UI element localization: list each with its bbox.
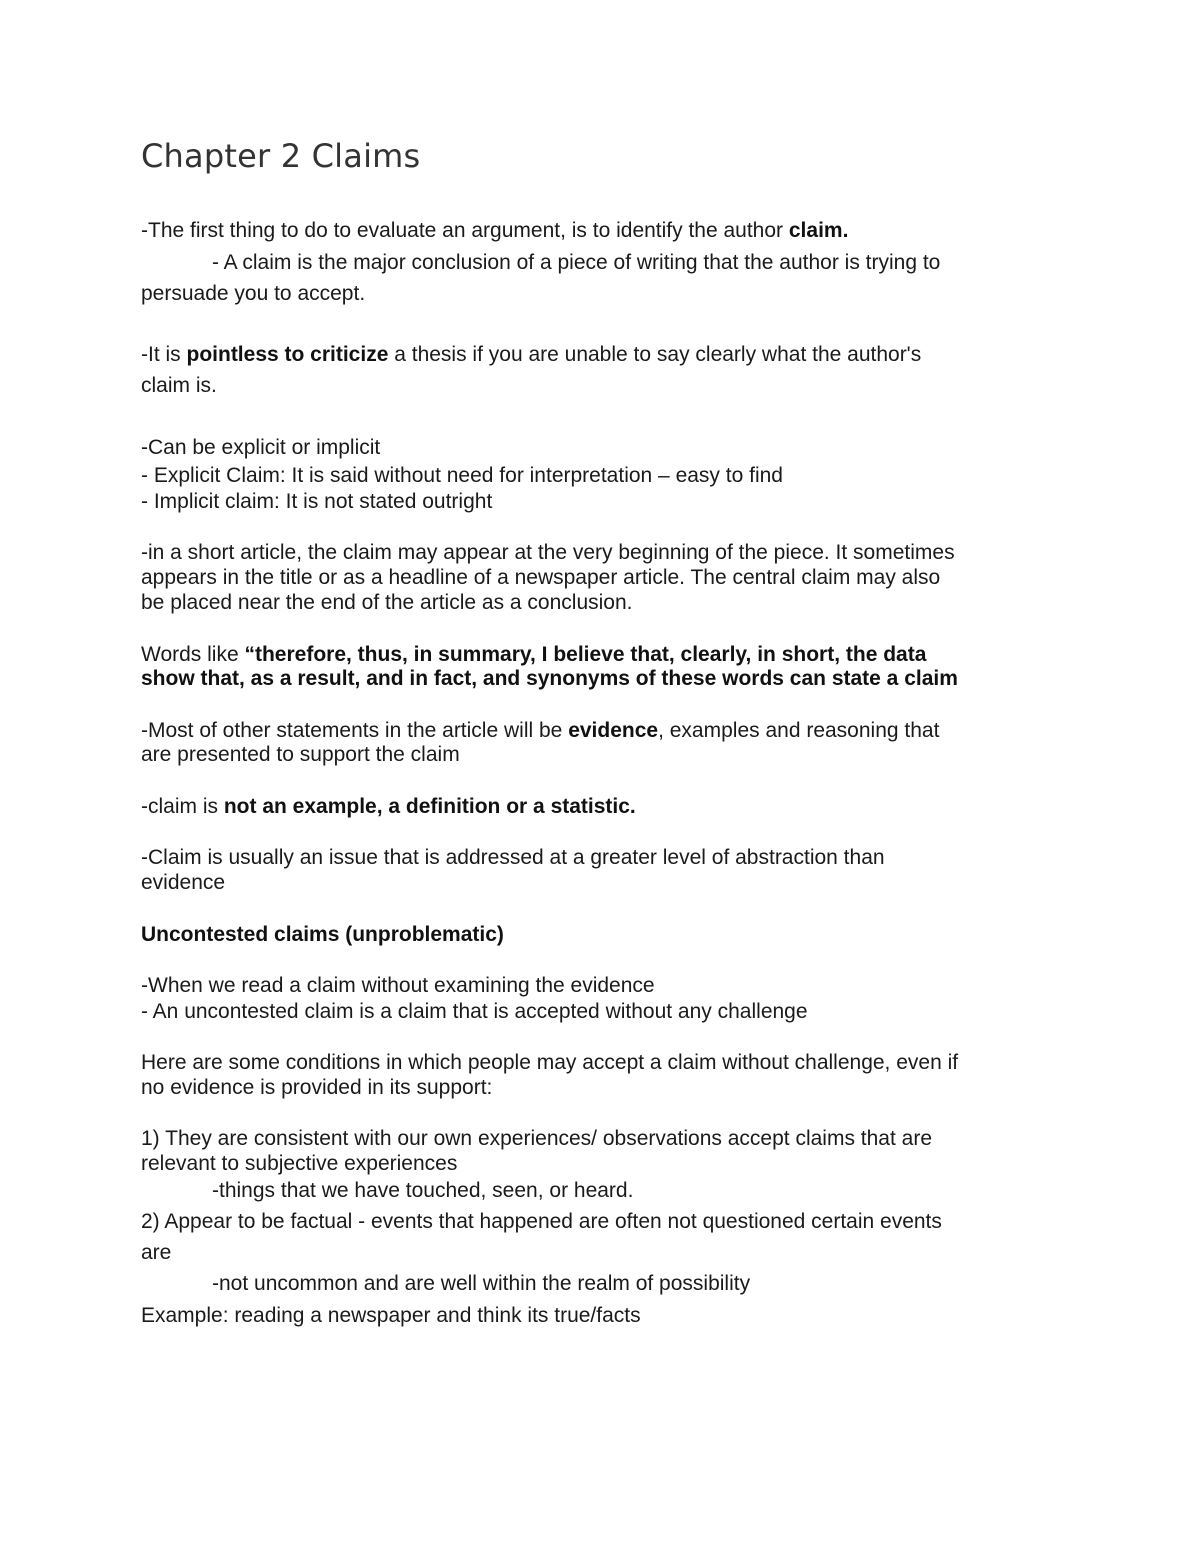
bold-text: Uncontested claims (unproblematic) — [141, 923, 504, 946]
bold-text: “therefore, thus, in summary, I believe that, clearly, in short, the data — [244, 643, 927, 666]
bold-text: show that, as a result, and in fact, and synonyms of these words can state a claim — [141, 667, 958, 690]
paragraph-line: Here are some conditions in which people may accept a claim without challenge, even if — [141, 1051, 959, 1074]
paragraph-line: -When we read a claim without examining the evidence — [141, 974, 655, 997]
text-run: , examples and reasoning that — [658, 719, 940, 742]
text-run: -claim is — [141, 795, 224, 818]
paragraph-line — [141, 666, 1071, 691]
paragraph-line: - Explicit Claim: It is said without need for interpretation – easy to find — [141, 464, 783, 487]
paragraph-line: persuade you to accept. — [141, 282, 366, 305]
text-run: -The first thing to do to evaluate an argument, is to identify the author — [141, 219, 789, 242]
section-heading — [141, 922, 1071, 947]
list-item: relevant to subjective experiences — [141, 1152, 458, 1175]
paragraph-line: - Implicit claim: It is not stated outright — [141, 490, 493, 513]
text-run: Words like — [141, 643, 245, 666]
paragraph-line: no evidence is provided in its support: — [141, 1076, 493, 1099]
paragraph-line: -in a short article, the claim may appear at the very beginning of the piece. It sometimes — [141, 541, 955, 564]
paragraph-line: - An uncontested claim is a claim that is accepted without any challenge — [141, 1000, 808, 1023]
text-run: a thesis if you are unable to say clearly what the author's — [388, 343, 922, 366]
text-run: -Most of other statements in the article will be — [141, 719, 569, 742]
bold-text: claim. — [788, 219, 849, 242]
list-item: 2) Appear to be factual - events that happened are often not questioned certain events — [141, 1210, 942, 1233]
paragraph-line — [141, 642, 1071, 667]
page-title: Chapter 2 Claims — [141, 137, 421, 175]
list-item: -not uncommon and are well within the realm of possibility — [212, 1272, 751, 1295]
list-item: 1) They are consistent with our own experiences/ observations accept claims that are — [141, 1127, 933, 1150]
paragraph-line: -Can be explicit or implicit — [141, 436, 381, 459]
list-item: are — [141, 1241, 172, 1264]
bold-text: pointless to criticize — [186, 343, 389, 366]
paragraph-line: - A claim is the major conclusion of a piece of writing that the author is trying to — [212, 251, 941, 274]
paragraph-line — [141, 718, 1071, 743]
text-run: -It is — [141, 343, 187, 366]
paragraph-line — [141, 342, 1071, 367]
list-item: -things that we have touched, seen, or heard. — [212, 1179, 634, 1202]
paragraph-line — [141, 794, 1071, 819]
bold-text: evidence — [568, 719, 659, 742]
paragraph-line: be placed near the end of the article as a conclusion. — [141, 591, 633, 614]
list-item: Example: reading a newspaper and think its true/facts — [141, 1304, 641, 1327]
paragraph-line: appears in the title or as a headline of a newspaper article. The central claim may also — [141, 566, 941, 589]
paragraph-line: evidence — [141, 871, 226, 894]
paragraph-line: claim is. — [141, 374, 217, 397]
paragraph-line — [141, 218, 1071, 243]
paragraph-line: are presented to support the claim — [141, 743, 460, 766]
paragraph-line: -Claim is usually an issue that is addressed at a greater level of abstraction than — [141, 846, 885, 869]
bold-text: not an example, a definition or a statistic. — [223, 795, 636, 818]
